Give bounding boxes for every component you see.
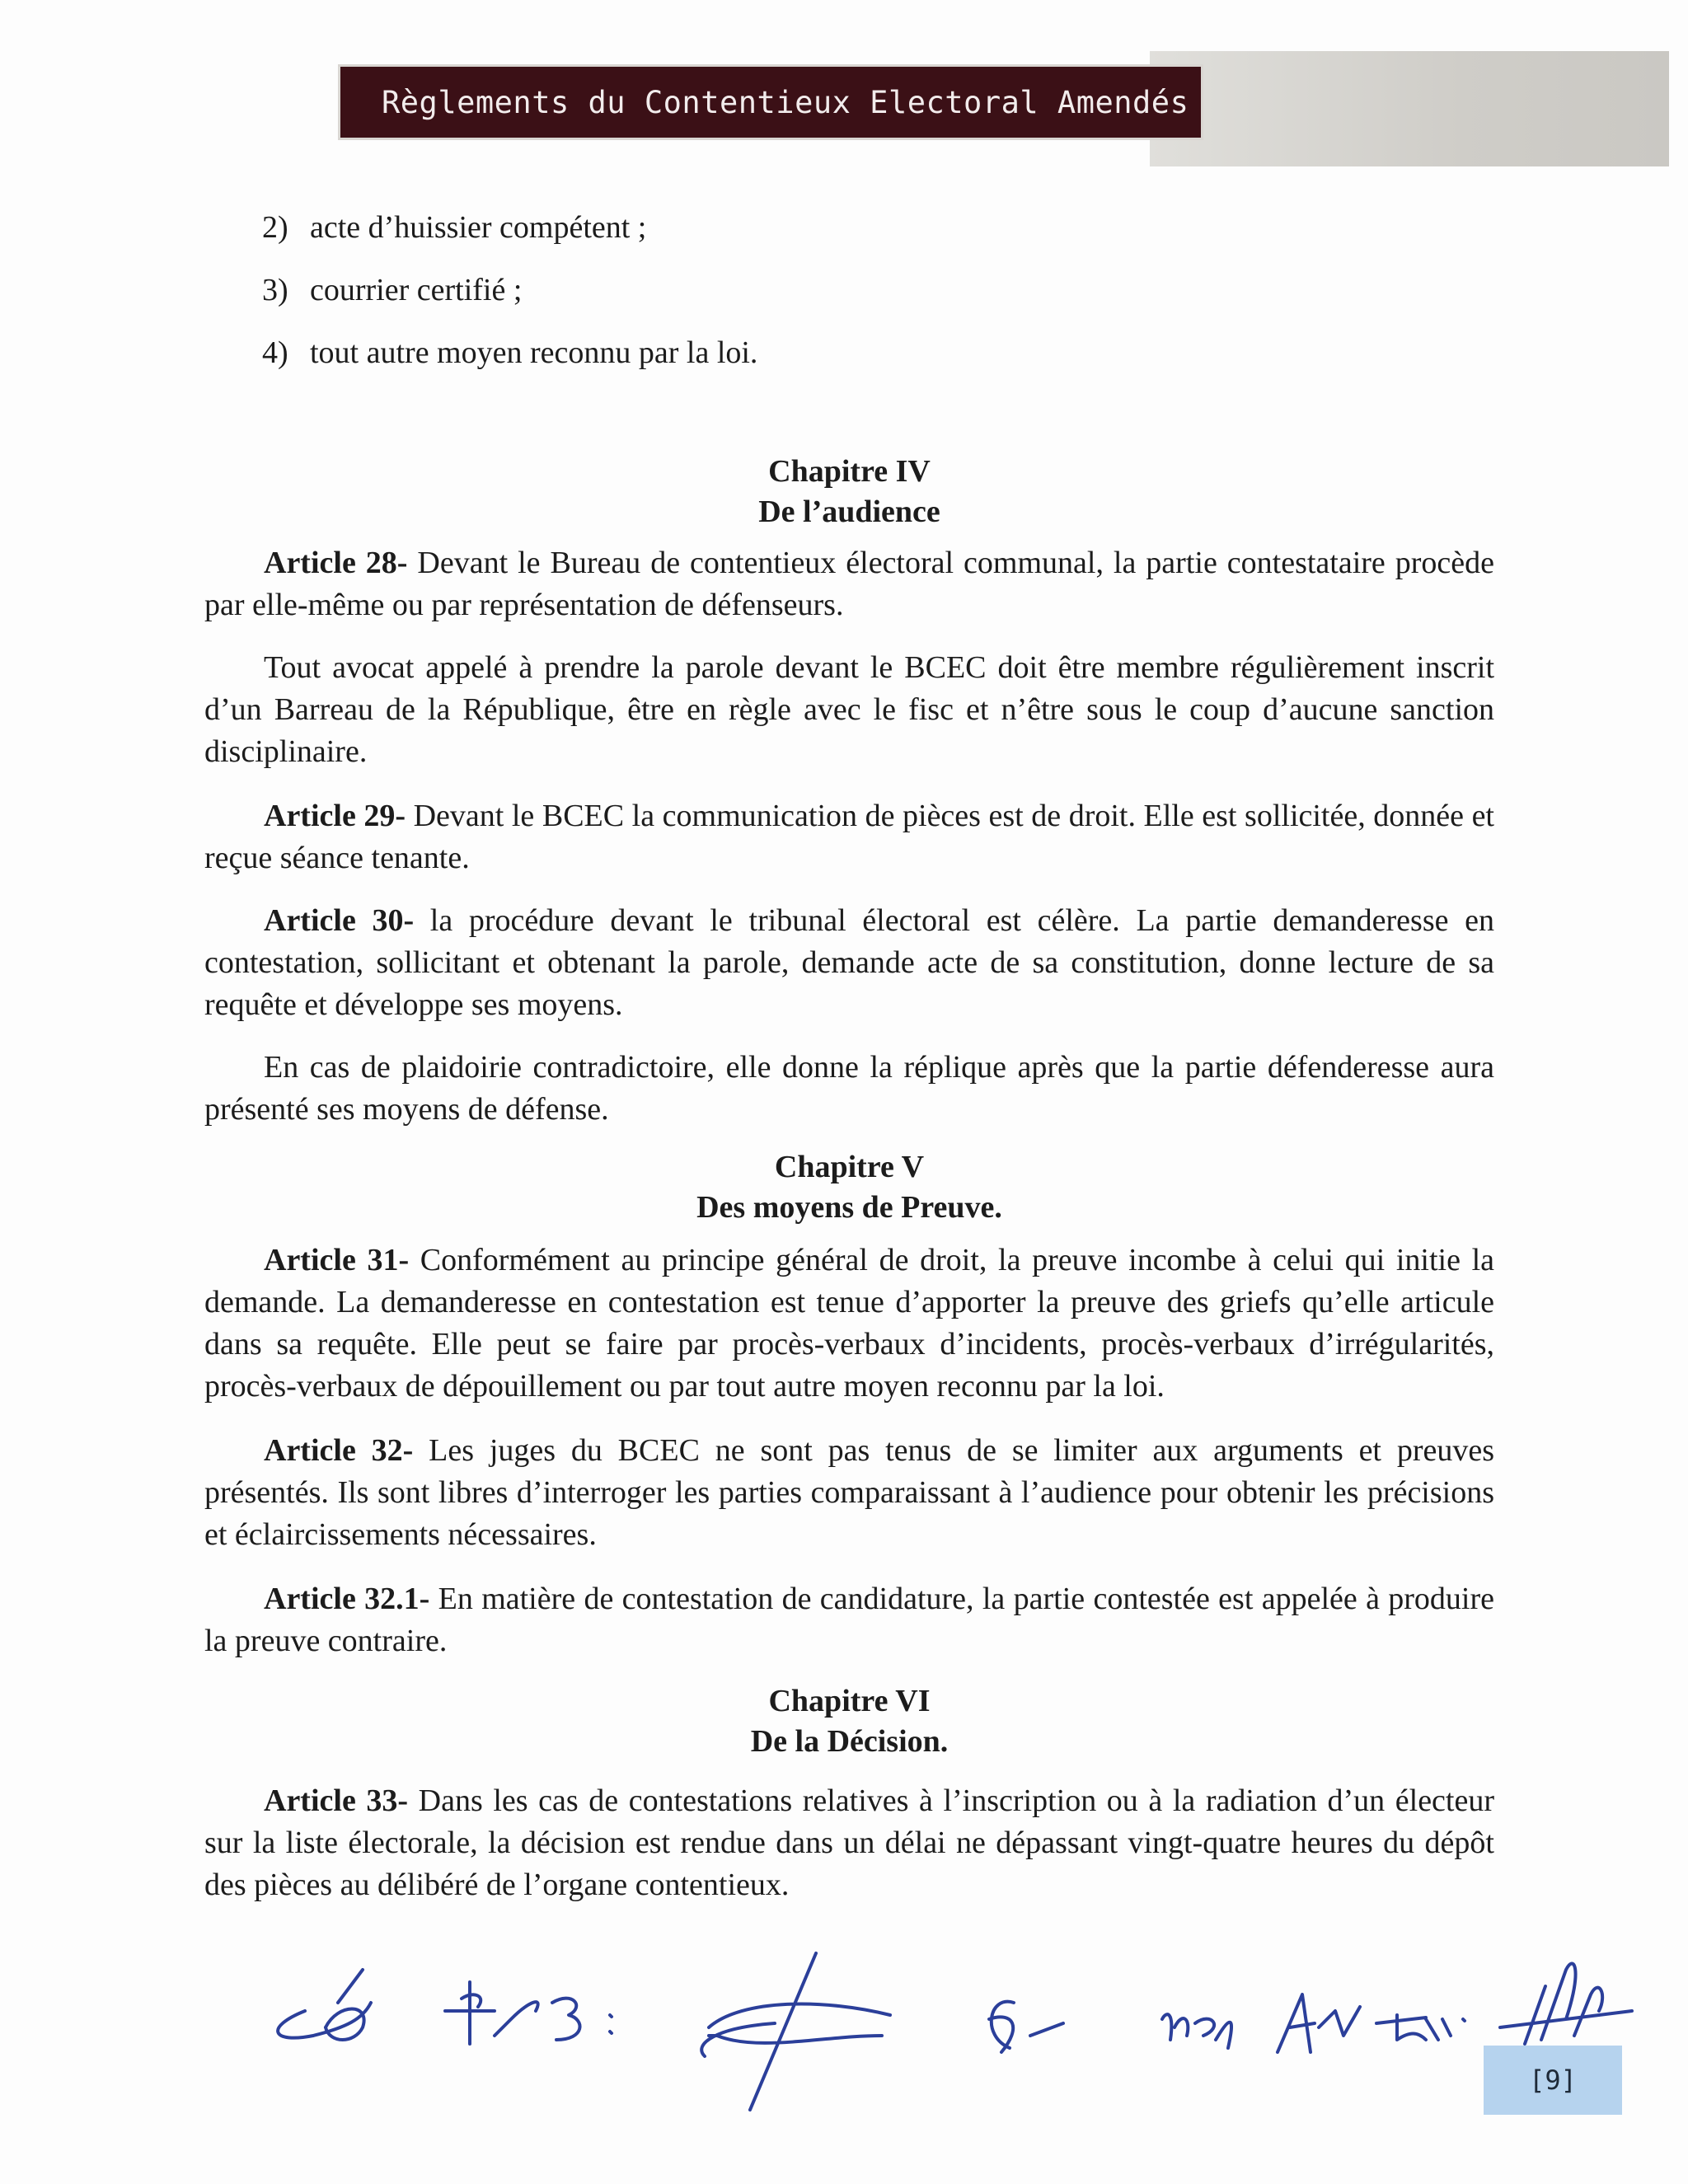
signature-7 (1376, 2015, 1465, 2040)
article-label: Article 29- (264, 799, 406, 833)
chapter-6-heading (204, 1681, 1494, 1762)
article-paragraph: Article 28- Devant le Bureau de contentieux électoral communal, la partie contestataire procède par elle-même ou par représentation de défenseurs. (204, 546, 1494, 622)
header-title: Règlements du Contentieux Electoral Amendés (382, 84, 1189, 120)
chapter-subtitle: Des moyens de Preuve. (696, 1190, 1002, 1225)
page-header (338, 64, 1203, 140)
article-32-1 (204, 1578, 1494, 1662)
article-label: Article 32.1- (264, 1582, 430, 1616)
numbered-list (262, 196, 757, 384)
signature-4 (989, 2002, 1063, 2052)
chapter-title: Chapitre IV (768, 454, 931, 489)
article-28 (204, 542, 1494, 626)
article-paragraph: Article 33- Dans les cas de contestations relatives à l’inscription ou à la radiation d’un électeur sur la liste électorale, la décision est rendue dans un délai ne dépassant vingt-quatre heures du dépôt des pièces au délibéré de l’organe contentieux. (204, 1783, 1495, 1902)
chapter-title: Chapitre V (774, 1150, 925, 1184)
signatures (247, 1920, 1648, 2126)
article-paragraph: Article 31- Conformément au principe général de droit, la preuve incombe à celui qui initie la demande. La demanderesse en contestation est tenue d’apporter la preuve des griefs qu’elle articule dans sa requête. Elle peut se faire par procès-verbaux d’incidents, procès-verbaux d’irrégularités, procès-verbaux de dépouillement ou par tout autre moyen reconnu par la loi. (204, 1243, 1495, 1404)
article-paragraph: Article 32.1- En matière de contestation de candidature, la partie contestée est appelée à produire la preuve contraire. (204, 1582, 1494, 1658)
signature-8 (1500, 1964, 1632, 2045)
article-paragraph: Tout avocat appelé à prendre la parole devant le BCEC doit être membre régulièrement inscrit d’un Barreau de la République, être en règle avec le fisc et n’être sous le coup d’aucune sanction disciplinaire. (204, 650, 1494, 769)
signature-3 (701, 1953, 890, 2110)
article-paragraph: En cas de plaidoirie contradictoire, elle donne la réplique après que la partie défenderesse aura présenté ses moyens de défense. (204, 1050, 1494, 1127)
list-item: 2) acte d’huissier compétent ; (262, 210, 647, 245)
chapter-4-heading (204, 452, 1494, 532)
article-31 (204, 1240, 1494, 1408)
signature-1 (278, 1970, 371, 2040)
article-29 (204, 795, 1494, 879)
chapter-5-heading (204, 1147, 1494, 1228)
article-30 (204, 900, 1494, 1026)
article-30-para-2 (204, 1047, 1494, 1131)
article-paragraph: Article 30- la procédure devant le tribunal électoral est célère. La partie demanderesse en contestation, sollicitant et obtenant la parole, demande acte de sa constitution, donne lecture de sa requête et développe ses moyens. (204, 903, 1494, 1022)
article-paragraph: Article 29- Devant le BCEC la communication de pièces est de droit. Elle est sollicitée, donnée et reçue séance tenante. (204, 799, 1494, 875)
article-33 (204, 1780, 1494, 1906)
chapter-title: Chapitre VI (768, 1684, 931, 1718)
list-item: 3) courrier certifié ; (262, 273, 523, 307)
article-paragraph: Article 32- Les juges du BCEC ne sont pas tenus de se limiter aux arguments et preuves présentés. Ils sont libres d’interroger les parties comparaissant à l’audience pour obtenir les précisions et éclaircissements nécessaires. (204, 1433, 1494, 1552)
article-label: Article 30- (264, 903, 415, 938)
article-label: Article 32- (264, 1433, 414, 1468)
signature-2 (445, 1982, 612, 2044)
article-28-para-2 (204, 647, 1494, 773)
article-label: Article 31- (264, 1243, 410, 1277)
article-label: Article 28- (264, 546, 408, 580)
list-item: 4) tout autre moyen reconnu par la loi. (262, 335, 758, 370)
page-number: [9] (1484, 2046, 1622, 2115)
chapter-subtitle: De la Décision. (750, 1724, 949, 1759)
header-decoration (1150, 51, 1669, 166)
article-label: Article 33- (264, 1783, 409, 1818)
signature-6 (1278, 1994, 1360, 2052)
article-32 (204, 1430, 1494, 1556)
chapter-subtitle: De l’audience (758, 494, 940, 529)
signature-5 (1162, 2014, 1231, 2048)
